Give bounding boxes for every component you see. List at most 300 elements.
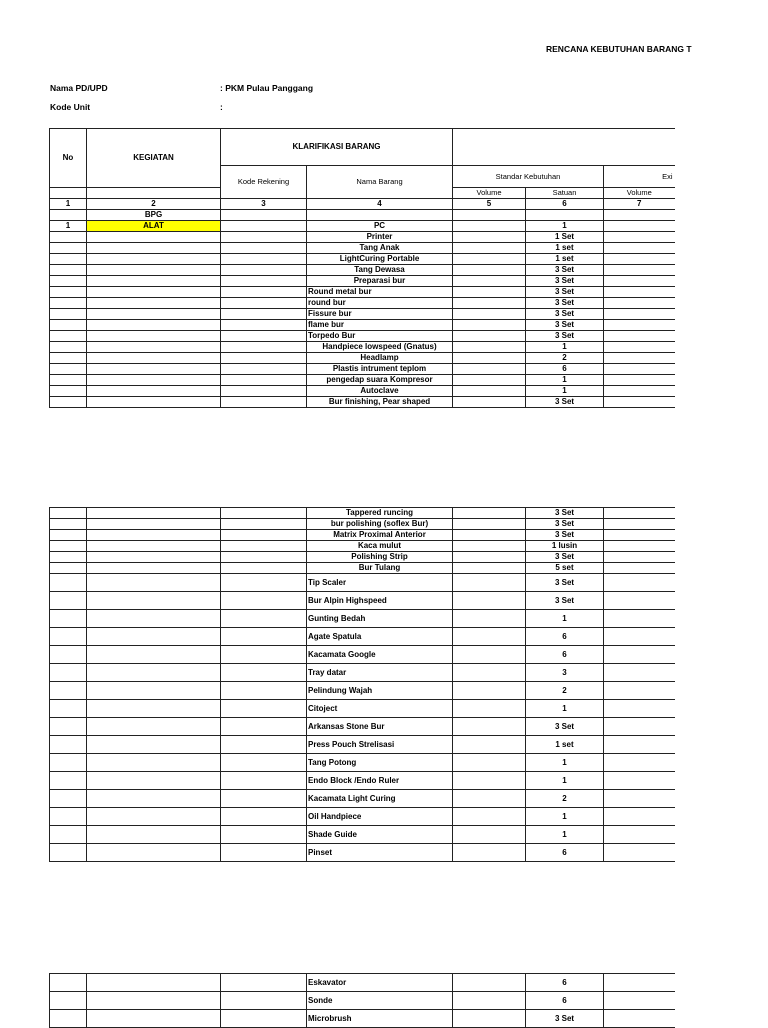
- item-satuan: 6: [526, 844, 604, 862]
- item-satuan: 6: [526, 992, 604, 1010]
- item-name: PC: [307, 221, 453, 232]
- header-klarifikasi: KLARIFIKASI BARANG: [221, 129, 453, 166]
- cell-empty: [87, 563, 221, 574]
- cell-empty: [221, 808, 307, 826]
- cell-empty: [87, 232, 221, 243]
- cell-empty: [50, 298, 87, 309]
- cell-empty: [221, 221, 307, 232]
- cell-empty: [87, 320, 221, 331]
- item-satuan: 1: [526, 754, 604, 772]
- cell-empty: [453, 375, 526, 386]
- item-satuan: 3 Set: [526, 530, 604, 541]
- item-name: Tray datar: [307, 664, 453, 682]
- header-no-cont: [50, 188, 87, 199]
- cell-empty: [50, 718, 87, 736]
- item-name: Headlamp: [307, 353, 453, 364]
- kode-unit-label: Kode Unit: [50, 102, 91, 112]
- col-number: 3: [221, 199, 307, 210]
- requirements-table-page-1: [49, 128, 675, 408]
- item-satuan: 3: [526, 664, 604, 682]
- item-name: Press Pouch Strelisasi: [307, 736, 453, 754]
- cell-empty: [221, 844, 307, 862]
- table-row: [50, 320, 675, 331]
- cell-empty: [604, 353, 675, 364]
- table-row: [50, 992, 675, 1010]
- header-blank: [453, 129, 675, 166]
- cell-empty: [50, 682, 87, 700]
- cell-empty: [453, 552, 526, 563]
- table-row: [50, 1010, 675, 1028]
- cell-empty: [50, 610, 87, 628]
- cell-empty: [453, 664, 526, 682]
- cell-empty: [221, 342, 307, 353]
- cell-empty: [221, 320, 307, 331]
- cell-empty: [87, 519, 221, 530]
- table-row: [50, 736, 675, 754]
- item-name: Agate Spatula: [307, 628, 453, 646]
- table-row: [50, 276, 675, 287]
- table-row: [50, 682, 675, 700]
- table-row: [50, 508, 675, 519]
- cell-empty: [453, 826, 526, 844]
- cell-empty: [604, 541, 675, 552]
- cell-empty: [87, 276, 221, 287]
- table-row: [50, 287, 675, 298]
- item-satuan: 3 Set: [526, 508, 604, 519]
- table-row: [50, 592, 675, 610]
- cell-empty: [221, 265, 307, 276]
- cell-empty: [604, 232, 675, 243]
- cell-empty: [604, 364, 675, 375]
- item-name: Arkansas Stone Bur: [307, 718, 453, 736]
- cell-empty: [453, 541, 526, 552]
- unit-value: : PKM Pulau Panggang: [220, 83, 314, 93]
- cell-empty: [50, 574, 87, 592]
- cell-empty: [50, 232, 87, 243]
- item-name: flame bur: [307, 320, 453, 331]
- table-row: [50, 552, 675, 563]
- table-row: [50, 790, 675, 808]
- cell-empty: [87, 974, 221, 992]
- cell-empty: [453, 563, 526, 574]
- item-name: Shade Guide: [307, 826, 453, 844]
- cell-empty: [453, 974, 526, 992]
- cell-empty: [87, 287, 221, 298]
- item-name: Fissure bur: [307, 309, 453, 320]
- item-name: Autoclave: [307, 386, 453, 397]
- table-row: [50, 342, 675, 353]
- requirements-table-page-3: [49, 973, 675, 1028]
- cell-empty: [604, 1010, 675, 1028]
- col-number: 4: [307, 199, 453, 210]
- col-number: 2: [87, 199, 221, 210]
- cell-empty: [221, 974, 307, 992]
- item-satuan: 3 Set: [526, 265, 604, 276]
- cell-empty: [50, 772, 87, 790]
- item-satuan: 1 lusin: [526, 541, 604, 552]
- cell-empty: [87, 331, 221, 342]
- table-row: [50, 808, 675, 826]
- cell-empty: [604, 320, 675, 331]
- cell-empty: [87, 541, 221, 552]
- item-satuan: 1: [526, 221, 604, 232]
- cell-empty: [453, 243, 526, 254]
- cell-empty: [221, 552, 307, 563]
- cell-empty: [453, 397, 526, 408]
- cell-empty: [50, 826, 87, 844]
- cell-empty: [87, 646, 221, 664]
- table-row: [50, 628, 675, 646]
- table-row: [50, 974, 675, 992]
- table-row: [50, 754, 675, 772]
- cell-empty: [453, 364, 526, 375]
- item-satuan: 3 Set: [526, 552, 604, 563]
- cell-empty: [453, 592, 526, 610]
- table-row: [50, 353, 675, 364]
- cell-empty: [604, 844, 675, 862]
- cell-empty: [87, 664, 221, 682]
- cell-empty: [221, 754, 307, 772]
- cell-empty: [604, 508, 675, 519]
- item-name: Gunting Bedah: [307, 610, 453, 628]
- item-satuan: 1: [526, 386, 604, 397]
- table-row: [50, 298, 675, 309]
- cell-empty: [221, 276, 307, 287]
- cell-empty: [453, 276, 526, 287]
- cell-empty: [604, 700, 675, 718]
- table-row: [50, 718, 675, 736]
- cell-empty: [453, 530, 526, 541]
- cell-empty: [221, 375, 307, 386]
- cell-empty: [604, 309, 675, 320]
- item-satuan: 3 Set: [526, 331, 604, 342]
- item-satuan: 3 Set: [526, 320, 604, 331]
- table-row: [50, 364, 675, 375]
- cell-empty: [87, 386, 221, 397]
- cell-empty: [604, 530, 675, 541]
- cell-empty: [87, 844, 221, 862]
- cell-empty: [604, 682, 675, 700]
- item-satuan: 1: [526, 772, 604, 790]
- cell-empty: [87, 375, 221, 386]
- item-satuan: 1 set: [526, 243, 604, 254]
- cell-empty: [604, 628, 675, 646]
- item-satuan: 3 Set: [526, 309, 604, 320]
- cell-empty: [50, 320, 87, 331]
- kode-unit-value: :: [220, 102, 223, 112]
- item-name: Kaca mulut: [307, 541, 453, 552]
- item-satuan: 3 Set: [526, 718, 604, 736]
- item-satuan: 3 Set: [526, 592, 604, 610]
- table-row: [50, 563, 675, 574]
- header-kegiatan: KEGIATAN: [87, 129, 221, 188]
- table-row: [50, 375, 675, 386]
- cell-empty: [87, 364, 221, 375]
- item-satuan: 6: [526, 628, 604, 646]
- cell-empty: [453, 386, 526, 397]
- cell-empty: [50, 287, 87, 298]
- cell-empty: [87, 397, 221, 408]
- item-satuan: 1: [526, 700, 604, 718]
- cell-empty: [221, 519, 307, 530]
- cell-empty: [87, 1010, 221, 1028]
- cell-empty: [50, 519, 87, 530]
- item-name: Torpedo Bur: [307, 331, 453, 342]
- cell-empty: [87, 243, 221, 254]
- cell-empty: [453, 331, 526, 342]
- cell-empty: [604, 826, 675, 844]
- cell-empty: [221, 298, 307, 309]
- item-name: Bur Tulang: [307, 563, 453, 574]
- cell-empty: [87, 754, 221, 772]
- cell-empty: [50, 628, 87, 646]
- cell-empty: [453, 610, 526, 628]
- cell-empty: [50, 353, 87, 364]
- cell-empty: [604, 718, 675, 736]
- cell-empty: [453, 574, 526, 592]
- cell-empty: [604, 772, 675, 790]
- item-name: Kacamata Light Curing: [307, 790, 453, 808]
- item-name: Tappered runcing: [307, 508, 453, 519]
- cell-empty: [87, 772, 221, 790]
- cell-empty: [87, 718, 221, 736]
- cell-empty: [604, 210, 675, 221]
- item-name: Tang Anak: [307, 243, 453, 254]
- cell-empty: [87, 610, 221, 628]
- col-number: 1: [50, 199, 87, 210]
- cell-empty: [87, 530, 221, 541]
- cell-empty: [453, 210, 526, 221]
- table-row: [50, 265, 675, 276]
- cell-empty: [453, 1010, 526, 1028]
- cell-empty: [87, 342, 221, 353]
- item-satuan: 3 Set: [526, 574, 604, 592]
- item-name: pengedap suara Kompresor: [307, 375, 453, 386]
- item-satuan: 6: [526, 974, 604, 992]
- cell-empty: [221, 386, 307, 397]
- table-row: [50, 772, 675, 790]
- cell-empty: [221, 287, 307, 298]
- cell-empty: [453, 682, 526, 700]
- item-satuan: 3 Set: [526, 519, 604, 530]
- cell-empty: [221, 992, 307, 1010]
- cell-empty: [453, 519, 526, 530]
- cell-empty: [87, 254, 221, 265]
- cell-empty: [50, 254, 87, 265]
- header-volume: Volume: [453, 188, 526, 199]
- table-row: [50, 221, 675, 232]
- cell-empty: [221, 718, 307, 736]
- cell-empty: [221, 826, 307, 844]
- item-name: Eskavator: [307, 974, 453, 992]
- item-name: Round metal bur: [307, 287, 453, 298]
- cell-empty: [526, 210, 604, 221]
- col-number: 6: [526, 199, 604, 210]
- cell-empty: [50, 364, 87, 375]
- cell-empty: [453, 992, 526, 1010]
- cell-empty: [50, 992, 87, 1010]
- cell-empty: [604, 754, 675, 772]
- item-name: LightCuring Portable: [307, 254, 453, 265]
- table-row: [50, 243, 675, 254]
- cell-empty: [50, 331, 87, 342]
- item-name: Tang Potong: [307, 754, 453, 772]
- cell-empty: [87, 992, 221, 1010]
- header-standar-kebutuhan: Standar Kebutuhan: [453, 166, 604, 188]
- header-existing: Exi: [604, 166, 675, 188]
- cell-empty: [50, 508, 87, 519]
- kegiatan-cell: ALAT: [87, 221, 221, 232]
- cell-empty: [50, 736, 87, 754]
- item-satuan: 1: [526, 610, 604, 628]
- item-satuan: 1 set: [526, 254, 604, 265]
- cell-empty: [604, 992, 675, 1010]
- cell-empty: [453, 508, 526, 519]
- table-row: [50, 646, 675, 664]
- table-row: [50, 700, 675, 718]
- cell-empty: [221, 232, 307, 243]
- cell-empty: [453, 628, 526, 646]
- table-row: [50, 254, 675, 265]
- item-satuan: 2: [526, 682, 604, 700]
- cell-empty: [50, 397, 87, 408]
- cell-empty: [50, 342, 87, 353]
- cell-empty: [604, 254, 675, 265]
- item-satuan: 1: [526, 342, 604, 353]
- col-number: 7: [604, 199, 675, 210]
- cell-empty: [453, 298, 526, 309]
- cell-empty: [50, 265, 87, 276]
- cell-empty: [453, 221, 526, 232]
- cell-empty: [87, 508, 221, 519]
- cell-empty: [453, 287, 526, 298]
- cell-empty: [453, 754, 526, 772]
- cell-empty: [50, 974, 87, 992]
- table-row: [50, 309, 675, 320]
- item-satuan: 1 set: [526, 736, 604, 754]
- cell-empty: [50, 309, 87, 320]
- cell-empty: [221, 646, 307, 664]
- table-row: [50, 386, 675, 397]
- cell-empty: [604, 610, 675, 628]
- item-name: Handpiece lowspeed (Gnatus): [307, 342, 453, 353]
- cell-empty: [604, 276, 675, 287]
- cell-empty: [453, 309, 526, 320]
- item-satuan: 3 Set: [526, 397, 604, 408]
- cell-empty: [604, 265, 675, 276]
- item-name: Oil Handpiece: [307, 808, 453, 826]
- group-label-bpg: BPG: [87, 210, 221, 221]
- document-title: RENCANA KEBUTUHAN BARANG T: [546, 44, 692, 54]
- cell-empty: [604, 221, 675, 232]
- item-satuan: 1: [526, 375, 604, 386]
- cell-empty: [453, 736, 526, 754]
- cell-empty: [221, 574, 307, 592]
- cell-empty: [221, 700, 307, 718]
- cell-empty: [221, 353, 307, 364]
- cell-empty: [604, 646, 675, 664]
- cell-empty: [50, 646, 87, 664]
- table-row: [50, 664, 675, 682]
- cell-empty: [87, 826, 221, 844]
- cell-empty: [87, 309, 221, 320]
- item-name: Bur Alpin Highspeed: [307, 592, 453, 610]
- item-name: Microbrush: [307, 1010, 453, 1028]
- cell-empty: [604, 664, 675, 682]
- table-row: [50, 232, 675, 243]
- cell-empty: [453, 844, 526, 862]
- cell-empty: [453, 254, 526, 265]
- header-satuan: Satuan: [526, 188, 604, 199]
- cell-empty: [604, 552, 675, 563]
- header-no: No: [50, 129, 87, 188]
- cell-empty: [50, 563, 87, 574]
- cell-empty: [453, 353, 526, 364]
- cell-empty: [453, 265, 526, 276]
- item-name: Tip Scaler: [307, 574, 453, 592]
- cell-empty: [221, 309, 307, 320]
- requirements-table-page-2: [49, 507, 675, 862]
- cell-empty: [604, 386, 675, 397]
- cell-empty: [50, 530, 87, 541]
- cell-empty: [221, 530, 307, 541]
- col-number: 5: [453, 199, 526, 210]
- item-satuan: 1 Set: [526, 232, 604, 243]
- item-name: Endo Block /Endo Ruler: [307, 772, 453, 790]
- cell-empty: [604, 790, 675, 808]
- cell-empty: [221, 682, 307, 700]
- table-row: [50, 519, 675, 530]
- cell-empty: [87, 628, 221, 646]
- cell-empty: [604, 519, 675, 530]
- cell-empty: [221, 243, 307, 254]
- item-name: round bur: [307, 298, 453, 309]
- table-row: [50, 397, 675, 408]
- cell-empty: [604, 574, 675, 592]
- cell-empty: [221, 1010, 307, 1028]
- cell-empty: [604, 736, 675, 754]
- cell-empty: [50, 276, 87, 287]
- item-name: Citoject: [307, 700, 453, 718]
- cell-empty: [221, 592, 307, 610]
- item-name: Tang Dewasa: [307, 265, 453, 276]
- table-row: [50, 541, 675, 552]
- cell-empty: [604, 563, 675, 574]
- cell-empty: [307, 210, 453, 221]
- cell-empty: [50, 790, 87, 808]
- item-name: Pinset: [307, 844, 453, 862]
- cell-empty: [221, 736, 307, 754]
- cell-empty: [221, 210, 307, 221]
- cell-empty: [50, 552, 87, 563]
- item-name: Pelindung Wajah: [307, 682, 453, 700]
- header-kode-rekening: Kode Rekening: [221, 166, 307, 199]
- cell-empty: [453, 646, 526, 664]
- header-nama-barang: Nama Barang: [307, 166, 453, 199]
- cell-empty: [87, 265, 221, 276]
- item-name: Polishing Strip: [307, 552, 453, 563]
- item-name: bur polishing (soflex Bur): [307, 519, 453, 530]
- cell-empty: [87, 353, 221, 364]
- item-name: Bur finishing, Pear shaped: [307, 397, 453, 408]
- cell-empty: [221, 628, 307, 646]
- cell-empty: [87, 574, 221, 592]
- item-satuan: 6: [526, 646, 604, 664]
- cell-empty: [604, 592, 675, 610]
- cell-empty: [87, 298, 221, 309]
- item-satuan: 3 Set: [526, 298, 604, 309]
- cell-empty: [87, 700, 221, 718]
